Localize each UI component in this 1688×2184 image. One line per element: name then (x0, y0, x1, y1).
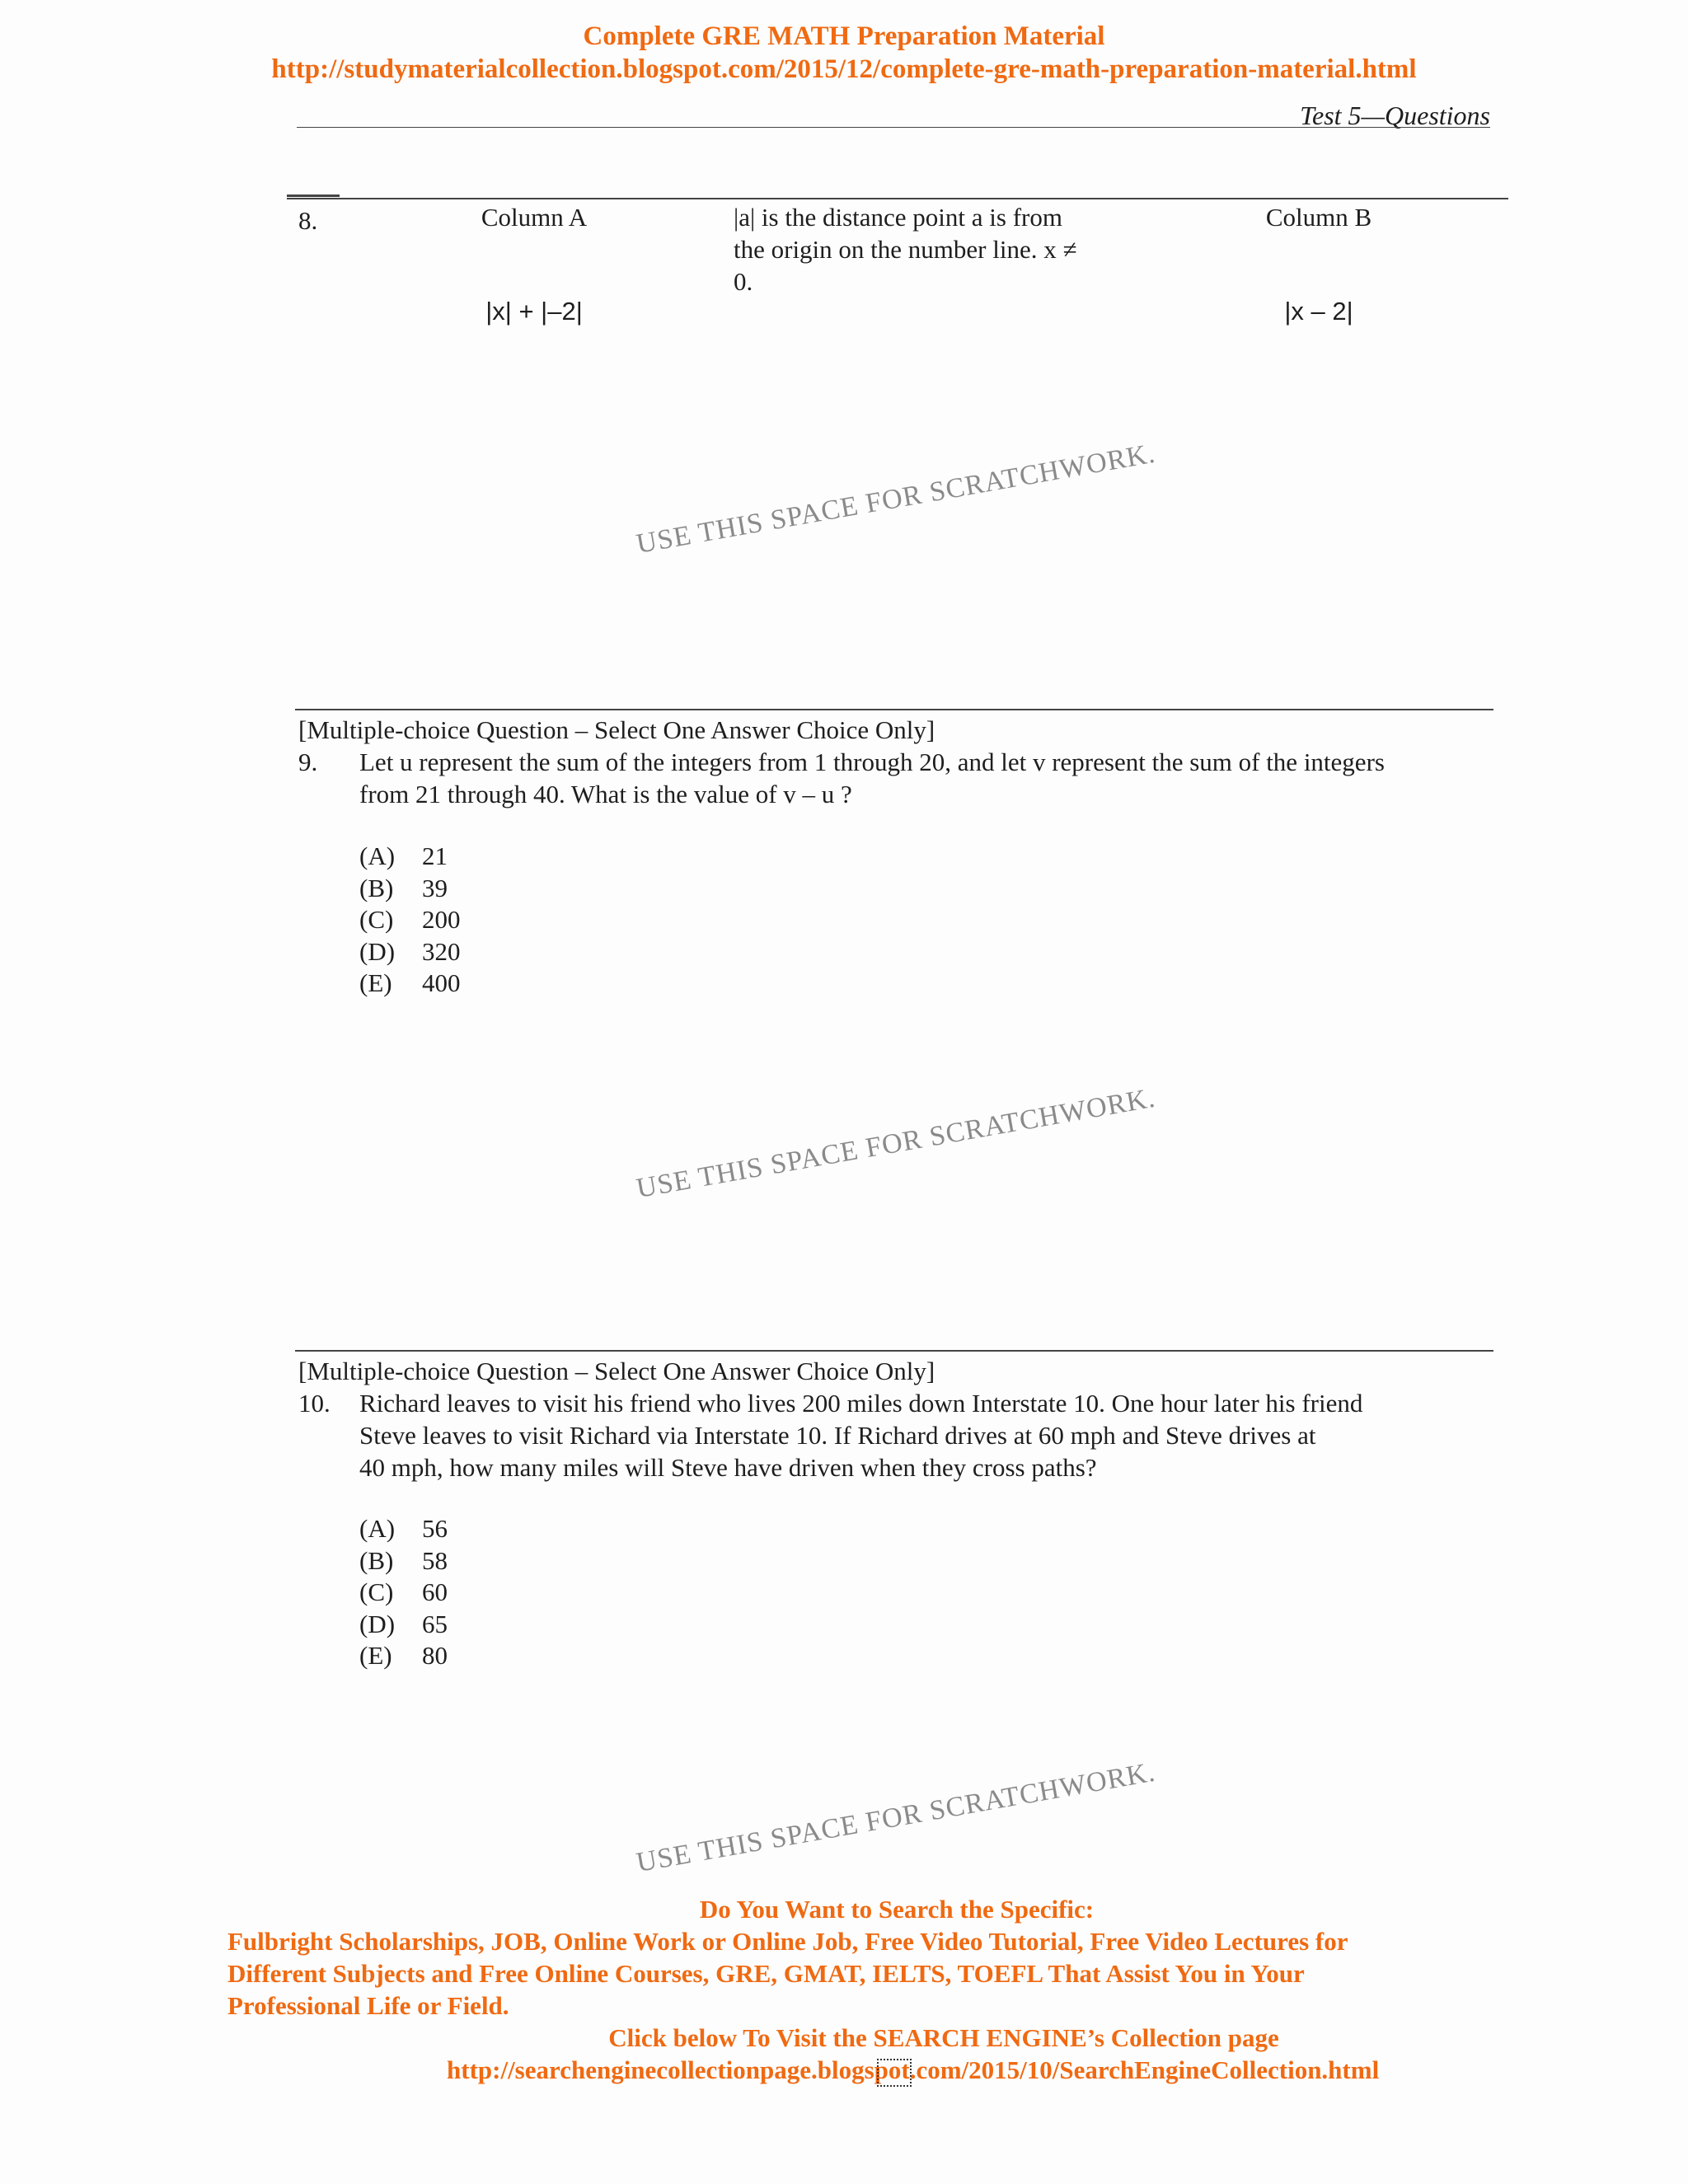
q8-top-rule (287, 198, 1508, 199)
q9-top-rule (295, 709, 1493, 710)
scratchwork-label-3: USE THIS SPACE FOR SCRATCHWORK. (634, 1756, 1158, 1879)
scratchwork-label-1: USE THIS SPACE FOR SCRATCHWORK. (634, 438, 1158, 560)
promo-heading: Do You Want to Search the Specific: (699, 1895, 1095, 1924)
q8-number: 8. (298, 206, 318, 235)
q8-column-a-label: Column A (481, 203, 588, 232)
q8-column-a-value: |x| + |–2| (485, 297, 583, 326)
promo-line-4: Professional Life or Field. (227, 1991, 509, 2020)
running-head: Test 5—Questions (1300, 101, 1490, 130)
header-title: Complete GRE MATH Preparation Material (583, 21, 1105, 51)
scratchwork-label-2: USE THIS SPACE FOR SCRATCHWORK. (634, 1082, 1158, 1205)
q8-short-rule (287, 194, 340, 197)
q8-column-b-value: |x – 2| (1284, 297, 1353, 326)
q9-stem-line-2: from 21 through 40. What is the value of v – u ? (359, 780, 852, 808)
q10-number: 10. (298, 1389, 331, 1418)
q9-choice-a[interactable]: (A) 21 (359, 841, 448, 870)
q10-choice-c[interactable]: (C) 60 (359, 1577, 448, 1606)
q8-center-line-2: the origin on the number line. x ≠ (734, 235, 1077, 264)
q10-choice-a[interactable]: (A) 56 (359, 1514, 448, 1543)
q8-column-b-label: Column B (1265, 203, 1372, 232)
q10-top-rule (295, 1350, 1493, 1352)
q9-number: 9. (298, 748, 318, 776)
q10-stem-line-1: Richard leaves to visit his friend who lives 200 miles down Interstate 10. One hour later his friend (359, 1389, 1363, 1418)
q10-stem-line-3: 40 mph, how many miles will Steve have driven when they cross paths? (359, 1453, 1097, 1482)
q10-stem-line-2: Steve leaves to visit Richard via Interstate 10. If Richard drives at 60 mph and Steve drives at (359, 1421, 1316, 1450)
q8-center-line-3: 0. (734, 267, 753, 296)
q9-choice-c[interactable]: (C) 200 (359, 905, 461, 934)
promo-line-5: Click below To Visit the SEARCH ENGINE’s Collection page (608, 2023, 1279, 2052)
q9-stem-line-1: Let u represent the sum of the integers from 1 through 20, and let v represent the sum of the integers (359, 748, 1385, 776)
q10-choice-e[interactable]: (E) 80 (359, 1641, 448, 1670)
link-focus-box (877, 2059, 912, 2087)
q9-choice-e[interactable]: (E) 400 (359, 968, 461, 997)
q10-type: [Multiple-choice Question – Select One Answer Choice Only] (298, 1357, 935, 1385)
q9-choice-b[interactable]: (B) 39 (359, 873, 448, 902)
q10-choices (359, 1513, 448, 1672)
header-rule (297, 127, 1490, 128)
q10-choice-b[interactable]: (B) 58 (359, 1545, 448, 1575)
q9-choices (359, 841, 461, 1000)
q9-choice-d[interactable]: (D) 320 (359, 936, 461, 966)
q9-type: [Multiple-choice Question – Select One Answer Choice Only] (298, 715, 935, 744)
q8-center-line-1: |a| is the distance point a is from (734, 203, 1062, 232)
promo-line-3: Different Subjects and Free Online Courses, GRE, GMAT, IELTS, TOEFL That Assist You in Your (227, 1959, 1305, 1988)
header-link[interactable]: http://studymaterialcollection.blogspot.com/2015/12/complete-gre-math-preparation-material.html (271, 54, 1417, 84)
q10-choice-d[interactable]: (D) 65 (359, 1609, 448, 1638)
promo-link[interactable]: http://searchenginecollectionpage.blogspot.com/2015/10/SearchEngineCollection.html (447, 2055, 1380, 2084)
promo-line-2: Fulbright Scholarships, JOB, Online Work or Online Job, Free Video Tutorial, Free Video Lectures for (227, 1927, 1348, 1956)
